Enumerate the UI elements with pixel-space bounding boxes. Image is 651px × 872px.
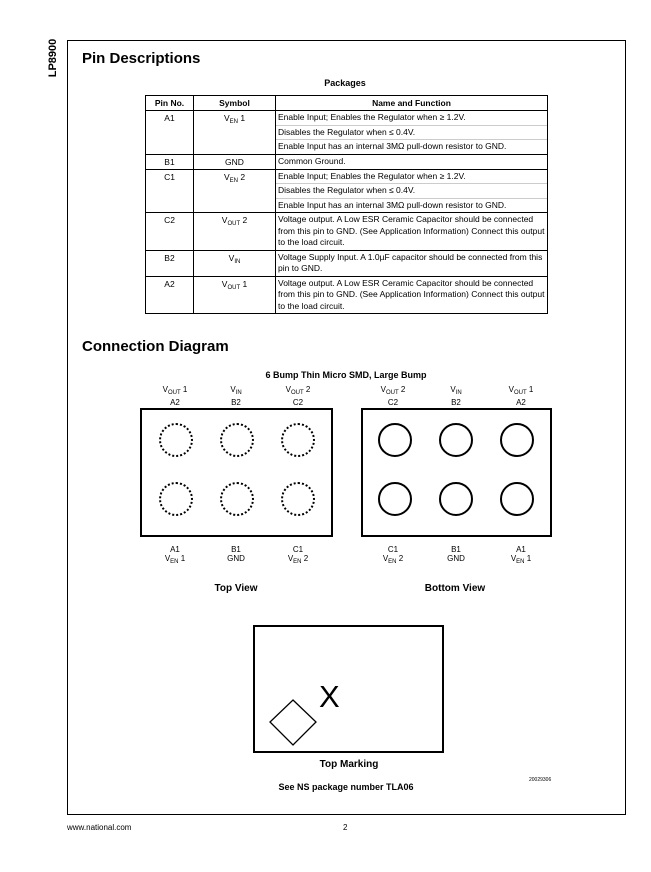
pin-symbol	[501, 385, 541, 398]
pin-function-cell	[276, 111, 548, 155]
symbol-base: V	[450, 385, 456, 394]
pin-label-bottom	[373, 545, 413, 567]
pin-function-cell	[276, 154, 548, 169]
function-line: Enable Input; Enables the Regulator when ≥ 1.2V.	[276, 170, 547, 185]
part-number-label: LP8900	[47, 38, 59, 78]
symbol-base: V	[223, 113, 230, 123]
bottom-view-package-outline	[361, 408, 552, 537]
pin-id: A2	[516, 398, 526, 407]
symbol-subscript: OUT	[291, 390, 304, 396]
header-symbol: Symbol	[194, 96, 276, 111]
bump-c2	[378, 423, 412, 457]
bottom-view-title: Bottom View	[424, 583, 486, 594]
top-view-title: Top View	[214, 583, 258, 594]
function-line: Enable Input; Enables the Regulator when ≥ 1.2V.	[276, 111, 547, 126]
bump-c2	[281, 423, 315, 457]
pin-descriptions-heading: Pin Descriptions	[82, 50, 201, 67]
marking-letter: X	[319, 679, 340, 714]
pin-label-top	[373, 385, 413, 407]
table-header-row	[146, 96, 548, 111]
pin-id: C1	[387, 545, 399, 554]
symbol-suffix: 2	[396, 554, 404, 563]
symbol-subscript: EN	[170, 559, 179, 565]
pin-symbol	[216, 554, 256, 567]
pin-symbol	[373, 385, 413, 398]
symbol-subscript: IN	[455, 390, 462, 396]
top-marking-package-outline	[253, 625, 444, 753]
symbol-base: V	[223, 171, 230, 182]
function-text: Voltage output. A Low ESR Ceramic Capacitor should be connected from this pin to GND. (See Application Information) Connect this output to the load circuit.	[278, 214, 545, 247]
function-line: Enable Input has an internal 3MΩ pull-down resistor to GND.	[278, 199, 507, 210]
pin-symbol	[216, 385, 256, 398]
pin-symbol-cell	[194, 154, 276, 169]
symbol-subscript: OUT	[227, 284, 241, 291]
pin-id: C2	[387, 398, 399, 407]
symbol-subscript: IN	[234, 258, 241, 265]
pin-function-cell	[276, 250, 548, 276]
bump-a1	[159, 482, 193, 516]
table-row	[146, 111, 548, 155]
symbol-suffix: 1	[526, 385, 534, 394]
pin-id: A1	[516, 545, 526, 554]
pin-symbol	[278, 554, 318, 567]
pin-description-table	[145, 95, 548, 314]
pin-symbol-cell	[194, 169, 276, 213]
pin-id: C2	[292, 398, 304, 407]
pin-symbol	[436, 385, 476, 398]
pin-function-cell	[276, 276, 548, 314]
package-number-note: See NS package number TLA06	[278, 782, 414, 792]
symbol-base: V	[221, 278, 228, 289]
symbol-base: V	[380, 385, 386, 394]
function-line: Enable Input has an internal 3MΩ pull-down resistor to GND.	[278, 141, 507, 151]
footer-website: www.national.com	[67, 823, 132, 832]
symbol-suffix: 2	[303, 385, 311, 394]
pin-number-cell: B1	[146, 154, 194, 169]
symbol-base: V	[287, 554, 294, 563]
bump-c1	[281, 482, 315, 516]
pin-symbol-cell	[194, 213, 276, 251]
symbol-suffix: 2	[240, 215, 248, 225]
symbol-suffix: 1	[178, 554, 186, 563]
symbol-base: V	[510, 554, 517, 563]
pin-id: C1	[292, 545, 304, 554]
pin-symbol	[501, 554, 541, 567]
bump-b2	[220, 423, 254, 457]
bump-a2	[159, 423, 193, 457]
symbol-subscript: IN	[235, 390, 242, 396]
symbol-suffix: 2	[237, 171, 246, 182]
pin-function-cell	[276, 169, 548, 213]
table-row	[146, 250, 548, 276]
symbol-base: GND	[227, 554, 245, 563]
function-line: Disables the Regulator when ≤ 0.4V.	[276, 184, 547, 199]
header-name-and-function: Name and Function	[276, 96, 548, 111]
table-row	[146, 276, 548, 314]
symbol-subscript: EN	[293, 559, 302, 565]
symbol-base: V	[285, 385, 291, 394]
pin1-diamond-icon	[265, 693, 325, 753]
bump-a1	[500, 482, 534, 516]
bump-c1	[378, 482, 412, 516]
pin-label-top	[216, 385, 256, 407]
pin-symbol	[155, 554, 195, 567]
pin-label-bottom	[436, 545, 476, 567]
symbol-suffix: 1	[180, 385, 188, 394]
pin-label-bottom	[216, 545, 256, 567]
table-row	[146, 169, 548, 213]
connection-diagram-heading: Connection Diagram	[82, 338, 229, 355]
symbol-subscript: EN	[229, 119, 238, 125]
function-line: Common Ground.	[278, 155, 346, 166]
pin-symbol	[436, 554, 476, 567]
top-view-package-outline	[140, 408, 333, 537]
document-side-label	[44, 36, 62, 86]
pin-id: A1	[170, 545, 180, 554]
pin-label-bottom	[155, 545, 195, 567]
footer-page-number: 2	[343, 823, 348, 832]
symbol-base: V	[508, 385, 514, 394]
bump-b2	[439, 423, 473, 457]
pin-label-bottom	[501, 545, 541, 567]
pin-function-cell	[276, 213, 548, 251]
symbol-suffix: 2	[301, 554, 309, 563]
pin-number-cell: A1	[146, 111, 194, 155]
pin-label-top	[436, 385, 476, 407]
pin-label-top	[155, 385, 195, 407]
symbol-base: GND	[447, 554, 465, 563]
pin-symbol-cell	[194, 250, 276, 276]
pin-label-top	[501, 385, 541, 407]
pin-symbol-cell	[194, 276, 276, 314]
pin-id: B1	[451, 545, 461, 554]
symbol-subscript: OUT	[514, 390, 527, 396]
bump-b1	[439, 482, 473, 516]
drawing-number: 20029306	[529, 777, 552, 783]
symbol-suffix: 1	[524, 554, 532, 563]
function-text: Voltage output. A Low ESR Ceramic Capacitor should be connected from this pin to GND. (See Application Information) Connect this output to the load circuit.	[278, 277, 545, 311]
packages-caption: Packages	[324, 78, 366, 88]
pin-id: A2	[170, 398, 180, 407]
symbol-base: V	[162, 385, 168, 394]
symbol-base: V	[382, 554, 389, 563]
bump-a2	[500, 423, 534, 457]
symbol-subscript: EN	[516, 559, 525, 565]
symbol-base: GND	[225, 156, 244, 167]
pin-id: B2	[231, 398, 241, 407]
pin-symbol	[278, 385, 318, 398]
symbol-base: V	[164, 554, 171, 563]
symbol-subscript: OUT	[386, 390, 399, 396]
symbol-suffix: 1	[240, 278, 248, 289]
symbol-base: V	[230, 385, 236, 394]
pin-number-cell: C1	[146, 169, 194, 213]
top-marking-title: Top Marking	[319, 759, 379, 770]
pin-number-cell: C2	[146, 213, 194, 251]
pin-number-cell: B2	[146, 250, 194, 276]
pin-symbol	[155, 385, 195, 398]
pin-label-bottom	[278, 545, 318, 567]
pin-number-cell: A2	[146, 276, 194, 314]
symbol-suffix: 1	[237, 113, 246, 123]
header-pin-no: Pin No.	[146, 96, 194, 111]
symbol-subscript: OUT	[227, 221, 241, 227]
package-caption: 6 Bump Thin Micro SMD, Large Bump	[265, 370, 427, 380]
symbol-base: V	[228, 252, 235, 263]
pin-symbol	[373, 554, 413, 567]
function-line: Disables the Regulator when ≤ 0.4V.	[276, 126, 547, 141]
symbol-subscript: EN	[388, 559, 397, 565]
function-text: Voltage Supply Input. A 1.0µF capacitor should be connected from this pin to GND.	[278, 251, 543, 273]
table-row	[146, 154, 548, 169]
table-row	[146, 213, 548, 251]
symbol-base: V	[221, 215, 228, 225]
symbol-subscript: EN	[229, 177, 238, 184]
pin-label-top	[278, 385, 318, 407]
bump-b1	[220, 482, 254, 516]
pin-id: B1	[231, 545, 241, 554]
pin-id: B2	[451, 398, 461, 407]
symbol-subscript: OUT	[168, 390, 181, 396]
pin-symbol-cell	[194, 111, 276, 155]
symbol-suffix: 2	[398, 385, 406, 394]
